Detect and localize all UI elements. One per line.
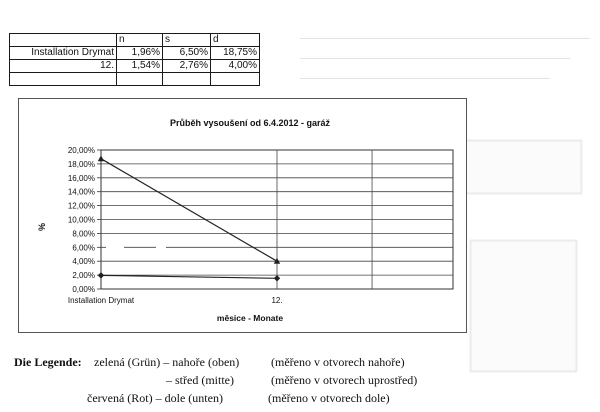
table-cell	[211, 73, 260, 86]
line-chart	[19, 99, 468, 334]
chart-title: Průběh vysoušení od 6.4.2012 - garáž	[169, 118, 331, 128]
table-cell: 2,76%	[163, 60, 211, 73]
scan-gap	[156, 246, 166, 249]
table-cell: 6,50%	[163, 47, 211, 60]
y-axis-label: %	[37, 222, 47, 232]
table-cell: 12.	[10, 60, 117, 73]
data-table	[9, 33, 260, 86]
y-tick-label: 8,00%	[72, 229, 95, 239]
legend-title: Die Legende:	[14, 355, 82, 369]
y-tick-label: 2,00%	[72, 271, 95, 281]
table-cell: d	[211, 34, 260, 47]
table-row	[10, 60, 260, 73]
y-tick-label: 6,00%	[72, 243, 95, 253]
table-row	[10, 73, 260, 86]
legend-item-note: (měřeno v otvorech dole)	[268, 391, 390, 405]
y-tick-label: 16,00%	[67, 173, 95, 183]
legend-item-note: (měřeno v otvorech nahoře)	[271, 355, 405, 369]
scan-artifact-line	[300, 38, 590, 39]
x-axis-label: měsice - Monate	[216, 313, 284, 323]
y-tick-label: 20,00%	[67, 146, 95, 155]
scan-gap	[106, 246, 124, 249]
table-cell	[10, 73, 117, 86]
y-tick-label: 4,00%	[72, 257, 95, 267]
table-cell	[117, 73, 163, 86]
table-cell: 1,96%	[117, 47, 163, 60]
scan-artifact-box	[470, 240, 577, 372]
table-row	[10, 47, 260, 60]
y-tick-label: 14,00%	[67, 187, 95, 197]
legend-item-color: červená (Rot) – dole (unten)	[87, 391, 223, 405]
table-cell: n	[117, 34, 163, 47]
chart-frame	[18, 98, 467, 333]
table-cell: 18,75%	[211, 47, 260, 60]
table-cell: 4,00%	[211, 60, 260, 73]
y-tick-label: 0,00%	[72, 285, 95, 294]
y-tick-label: 12,00%	[67, 201, 95, 211]
legend-item-color: – střed (mitte)	[166, 373, 234, 387]
legend-item-color: zelená (Grün) – nahoře (oben)	[94, 355, 240, 369]
y-tick-label: 10,00%	[67, 215, 95, 225]
table-cell: 1,54%	[117, 60, 163, 73]
table-cell: Installation Drymat	[10, 47, 117, 60]
legend-item-note: (měřeno v otvorech uprostřed)	[271, 373, 418, 387]
x-tick-label: Installation Drymat	[67, 296, 135, 305]
table-cell	[163, 73, 211, 86]
scan-artifact-line	[300, 58, 570, 59]
table-cell: s	[163, 34, 211, 47]
table-cell	[10, 34, 117, 47]
x-tick-label: 12.	[271, 296, 283, 305]
scan-artifact-line	[300, 78, 550, 79]
table-header-row	[10, 34, 260, 47]
y-tick-label: 18,00%	[67, 159, 95, 169]
